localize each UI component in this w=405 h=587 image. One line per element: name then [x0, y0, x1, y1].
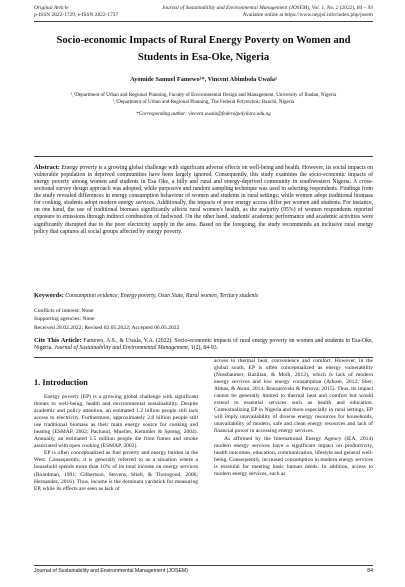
keywords-label: Keywords:	[34, 292, 64, 299]
article-title	[34, 32, 373, 66]
conflicts-of-interest: Conflicts of interest: None	[34, 308, 94, 314]
title-line-2: Students in Esa-Oke, Nigeria	[137, 52, 270, 63]
right-column	[214, 358, 373, 478]
article-dates: Received 28.02.2022; Revised 02.05.2022; Accepted 06.05.2022	[34, 325, 180, 331]
abstract	[34, 164, 373, 236]
cite-journal: Journal of Sustainability and Environmental Management,	[54, 345, 190, 352]
issn-header	[34, 12, 373, 19]
page-footer	[34, 568, 373, 574]
intro-paragraph-1: Energy poverty (EP) is a growing global challenge with significant threats to well-being, health and environmental sustainability. Despite academic and policy attention, an estimated 1.2 billion people still lack access to electricity. Furthermore, approximately 2.8 billion people still use traditional biomass as their main energy source for cooking and heating (ESMAP, 2002; Pachauri, Mueller, Kemmler & Spreng, 2004). Annually, an estimated 1.5 million people die from fumes and smoke associated with open cooking (ESMAP, 2002).	[34, 394, 198, 450]
abstract-label: Abstract:	[34, 164, 60, 171]
supporting-agencies: Supporting agencies: None	[34, 316, 95, 322]
section-heading-introduction: 1. Introduction	[34, 378, 88, 387]
running-header	[34, 5, 373, 12]
header-rule	[34, 21, 373, 22]
left-column	[34, 394, 198, 493]
keywords-text: Consumption evidence, Energy poverty, Osun State, Rural women, Tertiary students	[63, 293, 259, 299]
cite-tail: 1(2), 84-93.	[189, 345, 219, 352]
intro-paragraph-4: As affirmed by the International Energy Agency (IEA, 2014) modern energy services have a significant impact on productivity, health outcomes, education, communication, lifestyle and general well-being. Consequently, increased consumption in modern energy services is essential for meeting basic human needs. In addition, access to modern energy services, such as	[214, 435, 373, 477]
keywords	[34, 292, 373, 300]
availability-link[interactable]: Available online at https://www.nepjol.info/index.php/josem	[242, 12, 373, 18]
corresponding-author: *Corresponding author: vincent.uwala@federalpolyilaro.edu.ng	[136, 111, 271, 117]
cite-this-article	[34, 337, 373, 352]
affiliation-2: ¹,²Department of Urban and Regional Planning, The Federal Polytechnic Bauchi, Nigeria	[112, 99, 295, 105]
journal-citation-line: Journal of Sustainability and Environmental Management (JOSEM), Vol. 1, No. 2 (2022), 84 – 93	[161, 5, 373, 11]
article-type: Original Article	[34, 5, 69, 11]
abstract-text: Energy poverty is a growing global challenge with significant adverse effects on well-being and health. However, its social impacts on vulnerable population in deprived communities have been largely ignored. Consequently, this study examines the socio-economic impacts of energy poverty among women and students in Esa Oke, a hilly and rural and energy-deprived community in southwestern Nigeria. A cross-sectional survey design approach was adopted, while purposive and random sampling technique was used in selecting respondents. Findings from the study revealed differences in energy consumption behaviour of women and students in rural settings; while women adopt traditional biomass for cooking, students adopt modern energy services. Additionally, the impacts of poor energy access differ per women and students. For instance, on one hand, the use of traditional biomass significantly affects rural women's health, as the majority (95%) of women respondents reported exposure to emissions through indirect combustion of fuelwood. On the other hand, students' academic performance and academic activities were significantly disrupted due to the poor electricity supply in the area. Based on the foregoing, the study recommends an inclusive rural energy policy that captures all social groups affected by energy poverty.	[34, 165, 373, 235]
title-line-1: Socio-economic Impacts of Rural Energy Poverty on Women and	[56, 35, 351, 46]
author-names: Ayomide Samuel Famewo¹*, Vincent Abimbola Uwala²	[130, 76, 277, 83]
cite-text: Famewo, A.S., & Uwala, V.A. (2022). Socio-economic impacts of rural energy poverty on women and students in Esa-Oke, Nigeria.	[34, 338, 373, 352]
cite-label: Cite This Article:	[34, 337, 82, 344]
footer-rule	[34, 565, 373, 566]
abstract-top-rule	[34, 156, 373, 157]
intro-paragraph-3: access to thermal heat, convenience and comfort. However, in the global south, EP is often conceptualized as energy vulnerability (Nussbaumer, Bazilian, & Modi, 2012), which is lack of modern energy services and low energy consumption (Adusei, 2012; Sher, Abbas, & Awan, 2014; Bouzarovski & Petrova; 2015). Thus, its impact cannot be generally limited to thermal heat and comfort but would extend to essential services such as health and education. Contextualizing EP in Nigeria and more especially in rural settings, EP will imply unavailability of diverse energy resources for households, unavailability of modern, safe and clean energy resources and lack of financial power in accessing energy services.	[214, 358, 373, 435]
intro-paragraph-2: EP is often conceptualized as fuel poverty and energy burden in the West. Consequently, it is generally referred to as a situation where a household spends more than 10% of its total income on energy services (Boardman, 1991; Gilbertson, Stevens, Stiell, & Thorogood, 2006; Hernandez, 2016). Thus, income is the dominant yardstick for measuring EP, while its effects are seen as lack of	[34, 450, 198, 492]
page-number: 84	[367, 568, 373, 574]
issn: p-ISSN 2822-1729, e-ISSN 2822-1737	[34, 12, 119, 18]
footer-journal: Journal of Sustainability and Environmental Management (JOSEM)	[34, 568, 188, 574]
affiliation-1: ¹,²Department of Urban and Regional Planning, Faculty of Environmental Design and Management, University of Ibadan, Nigeria	[70, 92, 337, 98]
